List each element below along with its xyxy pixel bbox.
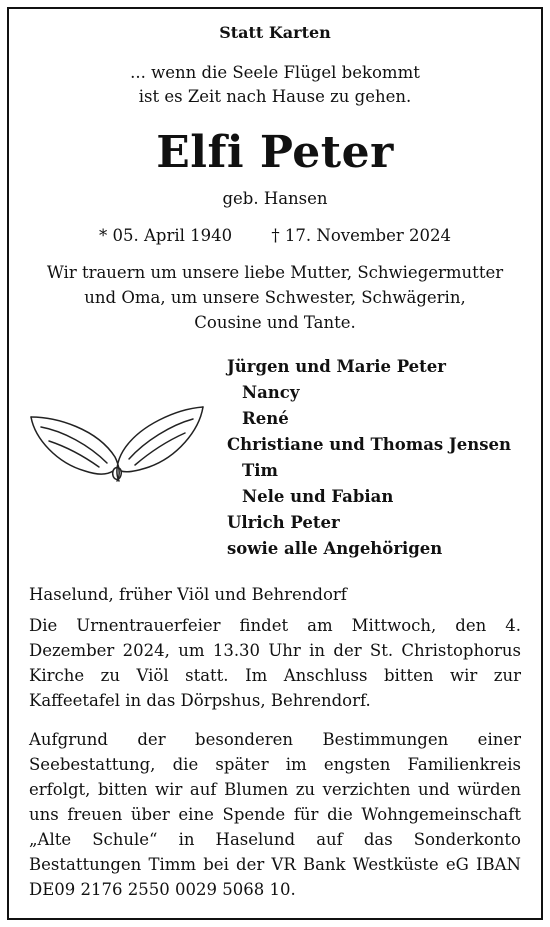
donation-paragraph: Aufgrund der besonderen Bestimmungen einer Seebestattung, die später im engsten Familienkreis erfolgt, bitten wir auf Blumen zu verzichten und würden uns freuen über eine Spende für die Wohngemeinschaft „Alte Schule“ in Haselund auf das Sonderkonto Bestattungen Timm bei der VR Bank Westküste eG IBAN DE09 2176 2550 0029 5068 10. bbox=[29, 730, 521, 899]
life-dates bbox=[9, 226, 541, 245]
mourner-name: Nancy bbox=[242, 383, 300, 402]
birth-date: * 05. April 1940 bbox=[99, 226, 233, 245]
mourners-list bbox=[227, 354, 511, 562]
mourner-name: Tim bbox=[242, 461, 279, 480]
verse bbox=[9, 61, 541, 109]
mourner-name: sowie alle Angehörigen bbox=[227, 539, 443, 558]
mourner-name: Nele und Fabian bbox=[242, 487, 394, 506]
mourner-name: Ulrich Peter bbox=[227, 513, 340, 532]
intro-line: Cousine und Tante. bbox=[194, 313, 356, 332]
mourner-name: René bbox=[242, 409, 289, 428]
heading: Statt Karten bbox=[219, 23, 331, 42]
deceased-name: Elfi Peter bbox=[156, 127, 394, 178]
intro-line: Wir trauern um unsere liebe Mutter, Schwiegermutter bbox=[46, 263, 504, 282]
death-date: † 17. November 2024 bbox=[271, 226, 451, 245]
mourning-intro bbox=[9, 260, 541, 335]
angel-wings-icon bbox=[27, 401, 207, 483]
place-line: Haselund, früher Viöl und Behrendorf bbox=[29, 585, 347, 604]
maiden-name: geb. Hansen bbox=[222, 189, 328, 208]
obituary-notice bbox=[7, 7, 543, 920]
mourner-name: Christiane und Thomas Jensen bbox=[227, 435, 512, 454]
ceremony-paragraph: Die Urnentrauerfeier findet am Mittwoch, den 4. Dezember 2024, um 13.30 Uhr in der St. Christophorus Kirche zu Viöl statt. Im Anschluss bitten wir zur Kaffeetafel in das Dörpshus, Behrendorf. bbox=[29, 616, 521, 710]
verse-line: ist es Zeit nach Hause zu gehen. bbox=[138, 87, 412, 106]
intro-line: und Oma, um unsere Schwester, Schwägerin, bbox=[84, 288, 466, 307]
mourner-name: Jürgen und Marie Peter bbox=[227, 357, 446, 376]
verse-line: ... wenn die Seele Flügel bekommt bbox=[130, 63, 420, 82]
